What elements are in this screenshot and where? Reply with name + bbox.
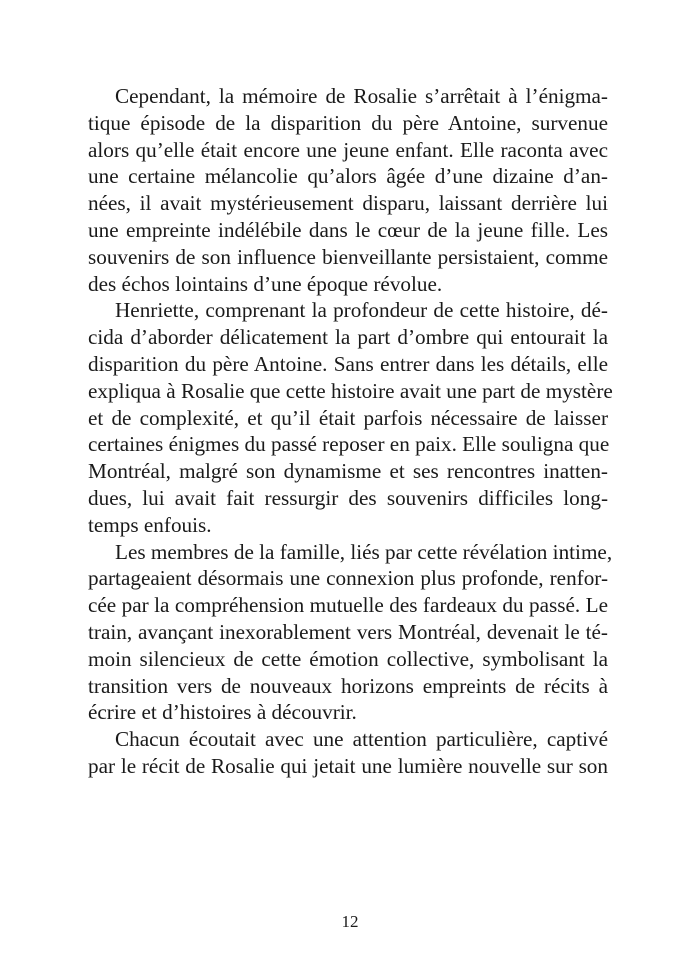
text-line: partageaient désormais une connexion plus profonde, renfor- xyxy=(88,566,608,591)
body-text xyxy=(88,83,613,780)
text-line: disparition du père Antoine. Sans entrer dans les détails, elle xyxy=(88,351,608,376)
text-line: une certaine mélancolie qu’alors âgée d’une dizaine d’an- xyxy=(88,164,608,189)
text-line: Les membres de la famille, liés par cette révélation intime, xyxy=(115,539,613,564)
page-number: 12 xyxy=(341,912,359,931)
text-line: cida d’aborder délicatement la part d’ombre qui entourait la xyxy=(88,325,608,350)
text-line: expliqua à Rosalie que cette histoire avait une part de mystère xyxy=(88,378,613,403)
text-line: dues, lui avait fait ressurgir des souvenirs difficiles long- xyxy=(88,485,608,510)
text-line: Cependant, la mémoire de Rosalie s’arrêtait à l’énigma- xyxy=(115,84,608,108)
text-line: certaines énigmes du passé reposer en paix. Elle souligna que xyxy=(88,432,610,457)
text-line: transition vers de nouveaux horizons empreints de récits à xyxy=(88,673,608,698)
text-line: une empreinte indélébile dans le cœur de la jeune fille. Les xyxy=(88,217,608,242)
text-line: écrire et d’histoires à découvrir. xyxy=(88,700,357,725)
text-line: cée par la compréhension mutuelle des fardeaux du passé. Le xyxy=(88,593,608,618)
paragraph xyxy=(88,297,613,538)
paragraph xyxy=(88,726,608,780)
text-line: Chacun écoutait avec une attention particulière, captivé xyxy=(115,727,608,752)
text-line: alors qu’elle était encore une jeune enfant. Elle raconta avec xyxy=(88,137,608,162)
text-line: Montréal, malgré son dynamisme et ses rencontres inatten- xyxy=(88,459,608,484)
text-line: Henriette, comprenant la profondeur de cette histoire, dé- xyxy=(115,298,608,323)
text-line: moin silencieux de cette émotion collective, symbolisant la xyxy=(88,646,608,671)
text-line: par le récit de Rosalie qui jetait une lumière nouvelle sur son xyxy=(88,753,608,778)
text-line: et de complexité, et qu’il était parfois nécessaire de laisser xyxy=(88,405,608,430)
paragraph xyxy=(88,539,613,727)
paragraph xyxy=(88,83,608,297)
text-line: nées, il avait mystérieusement disparu, laissant derrière lui xyxy=(88,191,608,216)
text-line: souvenirs de son influence bienveillante persistaient, comme xyxy=(88,244,608,269)
text-line: des échos lointains d’une époque révolue. xyxy=(88,271,443,296)
text-line: tique épisode de la disparition du père Antoine, survenue xyxy=(88,110,608,135)
text-line: temps enfouis. xyxy=(88,512,212,537)
text-line: train, avançant inexorablement vers Montréal, devenait le té- xyxy=(88,619,608,644)
